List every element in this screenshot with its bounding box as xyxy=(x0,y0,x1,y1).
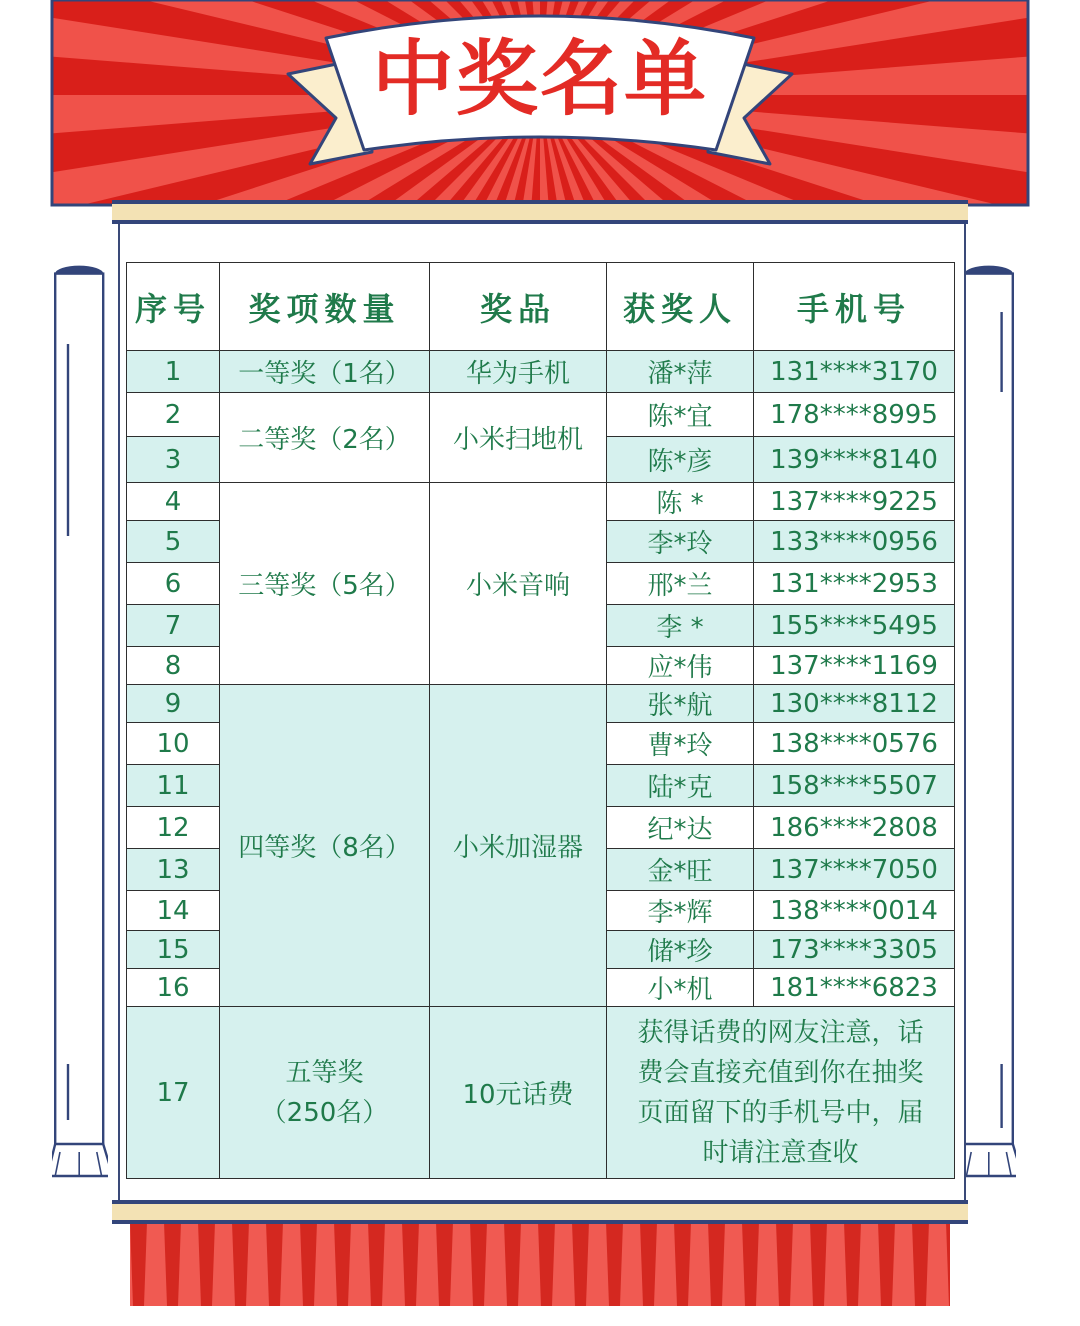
header-phone: 手机号 xyxy=(754,263,955,351)
note-line: 时请注意查收 xyxy=(702,1137,859,1168)
winner-phone: 131****3170 xyxy=(754,351,955,393)
winner-phone: 139****8140 xyxy=(754,437,955,483)
table-row xyxy=(127,483,955,521)
row-index: 15 xyxy=(127,931,220,969)
header-prize-tier: 奖项数量 xyxy=(220,263,430,351)
prize-tier: 一等奖（1名） xyxy=(220,351,430,393)
prize-item: 小米加湿器 xyxy=(430,685,607,1007)
winner-phone: 155****5495 xyxy=(754,605,955,647)
winner-name: 陈*宜 xyxy=(607,393,754,437)
prize-tier-line: 五等奖 xyxy=(285,1057,364,1088)
prize-tier xyxy=(220,1007,430,1179)
prize-item: 小米扫地机 xyxy=(430,393,607,483)
left-scroll-pole xyxy=(52,160,108,1280)
row-index: 7 xyxy=(127,605,220,647)
winner-name: 曹*玲 xyxy=(607,723,754,765)
prize-tier: 三等奖（5名） xyxy=(220,483,430,685)
winner-phone: 131****2953 xyxy=(754,563,955,605)
winners-table xyxy=(126,262,955,1179)
table-row xyxy=(127,685,955,723)
winner-phone: 173****3305 xyxy=(754,931,955,969)
winner-phone: 133****0956 xyxy=(754,521,955,563)
note-line: 页面留下的手机号中，届 xyxy=(637,1097,924,1128)
row-index: 17 xyxy=(127,1007,220,1179)
table-row xyxy=(127,393,955,437)
row-index: 16 xyxy=(127,969,220,1007)
row-index: 4 xyxy=(127,483,220,521)
row-index: 12 xyxy=(127,807,220,849)
table-header-row xyxy=(127,263,955,351)
row-index: 9 xyxy=(127,685,220,723)
header-prize-item: 奖品 xyxy=(430,263,607,351)
row-index: 1 xyxy=(127,351,220,393)
winner-phone: 138****0014 xyxy=(754,891,955,931)
header-index: 序号 xyxy=(127,263,220,351)
table-row xyxy=(127,1007,955,1179)
winner-phone: 137****1169 xyxy=(754,647,955,685)
winner-phone: 137****9225 xyxy=(754,483,955,521)
winner-name: 纪*达 xyxy=(607,807,754,849)
winner-phone: 137****7050 xyxy=(754,849,955,891)
row-index: 13 xyxy=(127,849,220,891)
winner-name: 李 * xyxy=(607,605,754,647)
row-index: 2 xyxy=(127,393,220,437)
winner-name: 邢*兰 xyxy=(607,563,754,605)
row-index: 14 xyxy=(127,891,220,931)
winner-name: 小*机 xyxy=(607,969,754,1007)
winner-name: 潘*萍 xyxy=(607,351,754,393)
winner-phone: 158****5507 xyxy=(754,765,955,807)
row-index: 3 xyxy=(127,437,220,483)
winner-phone: 181****6823 xyxy=(754,969,955,1007)
winner-phone: 178****8995 xyxy=(754,393,955,437)
winner-name: 张*航 xyxy=(607,685,754,723)
note-line: 费会直接充值到你在抽奖 xyxy=(637,1057,924,1088)
page-title: 中奖名单 xyxy=(371,32,708,127)
row-index: 11 xyxy=(127,765,220,807)
right-scroll-pole xyxy=(960,160,1016,1280)
winner-name: 储*珍 xyxy=(607,931,754,969)
winner-phone: 130****8112 xyxy=(754,685,955,723)
prize-item: 10元话费 xyxy=(430,1007,607,1179)
prize-note xyxy=(607,1007,955,1179)
row-index: 6 xyxy=(127,563,220,605)
winner-name: 李*玲 xyxy=(607,521,754,563)
winner-name: 应*伟 xyxy=(607,647,754,685)
winner-phone: 138****0576 xyxy=(754,723,955,765)
prize-tier: 四等奖（8名） xyxy=(220,685,430,1007)
header-winner: 获奖人 xyxy=(607,263,754,351)
winner-name: 陈 * xyxy=(607,483,754,521)
row-index: 5 xyxy=(127,521,220,563)
winner-name: 陆*克 xyxy=(607,765,754,807)
row-index: 8 xyxy=(127,647,220,685)
bottom-rail xyxy=(112,1200,968,1224)
winner-name: 陈*彦 xyxy=(607,437,754,483)
winner-name: 李*辉 xyxy=(607,891,754,931)
table-row xyxy=(127,351,955,393)
row-index: 10 xyxy=(127,723,220,765)
prize-item: 小米音响 xyxy=(430,483,607,685)
top-rail xyxy=(112,200,968,224)
winner-name: 金*旺 xyxy=(607,849,754,891)
prize-tier-line: （250名） xyxy=(260,1097,389,1128)
prize-item: 华为手机 xyxy=(430,351,607,393)
prize-tier: 二等奖（2名） xyxy=(220,393,430,483)
winner-phone: 186****2808 xyxy=(754,807,955,849)
note-line: 获得话费的网友注意，话 xyxy=(637,1017,924,1048)
